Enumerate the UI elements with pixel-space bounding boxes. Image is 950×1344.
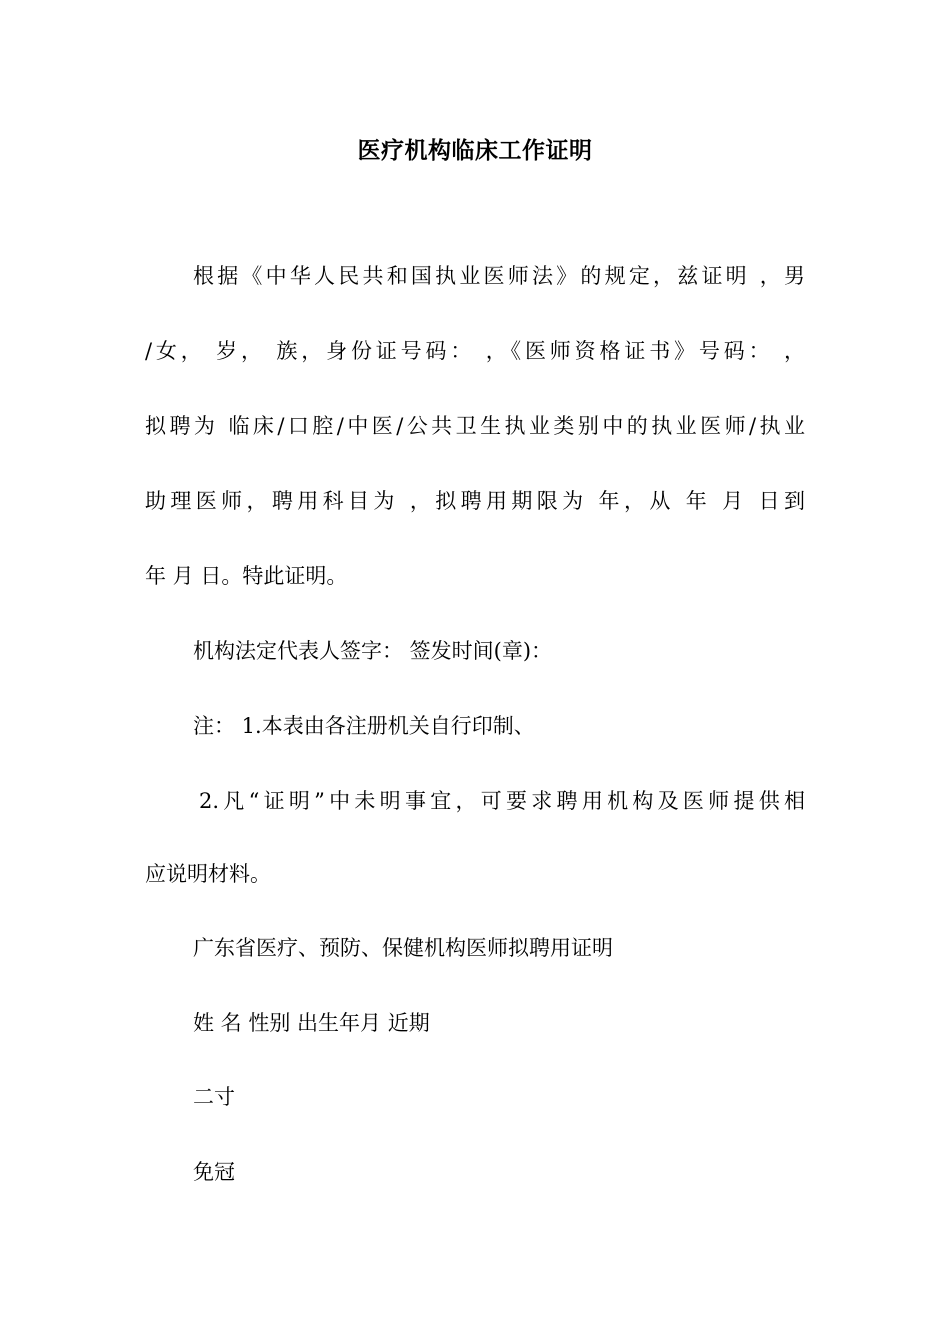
note-2-line-2: 应说明材料。 [145, 862, 271, 886]
paragraph-line-5: 年 月 日。特此证明。 [145, 564, 348, 588]
paragraph-line-4: 助理医师，聘用科目为 ，拟聘用期限为 年，从 年 月 日到 [145, 489, 805, 513]
note-2-line-1: 2.凡“证明”中未明事宜，可要求聘用机构及医师提供相 [199, 789, 805, 813]
paragraph-line-3: 拟聘为 临床/口腔/中医/公共卫生执业类别中的执业医师/执业 [145, 414, 805, 438]
form-header-row: 姓 名 性别 出生年月 近期 [193, 1011, 430, 1035]
document-title: 医疗机构临床工作证明 [357, 138, 593, 164]
paragraph-line-1: 根据《中华人民共和国执业医师法》的规定，兹证明 ，男 [193, 264, 805, 288]
form-title: 广东省医疗、预防、保健机构医师拟聘用证明 [193, 936, 613, 960]
photo-label-hatless: 免冠 [193, 1160, 235, 1184]
paragraph-line-2: /女， 岁， 族，身份证号码： ，《医师资格证书》号码： ， [145, 339, 805, 363]
signature-line: 机构法定代表人签字： 签发时间(章)： [193, 639, 553, 663]
note-1: 注： 1.本表由各注册机关自行印制、 [193, 714, 535, 738]
photo-label-size: 二寸 [193, 1085, 235, 1109]
